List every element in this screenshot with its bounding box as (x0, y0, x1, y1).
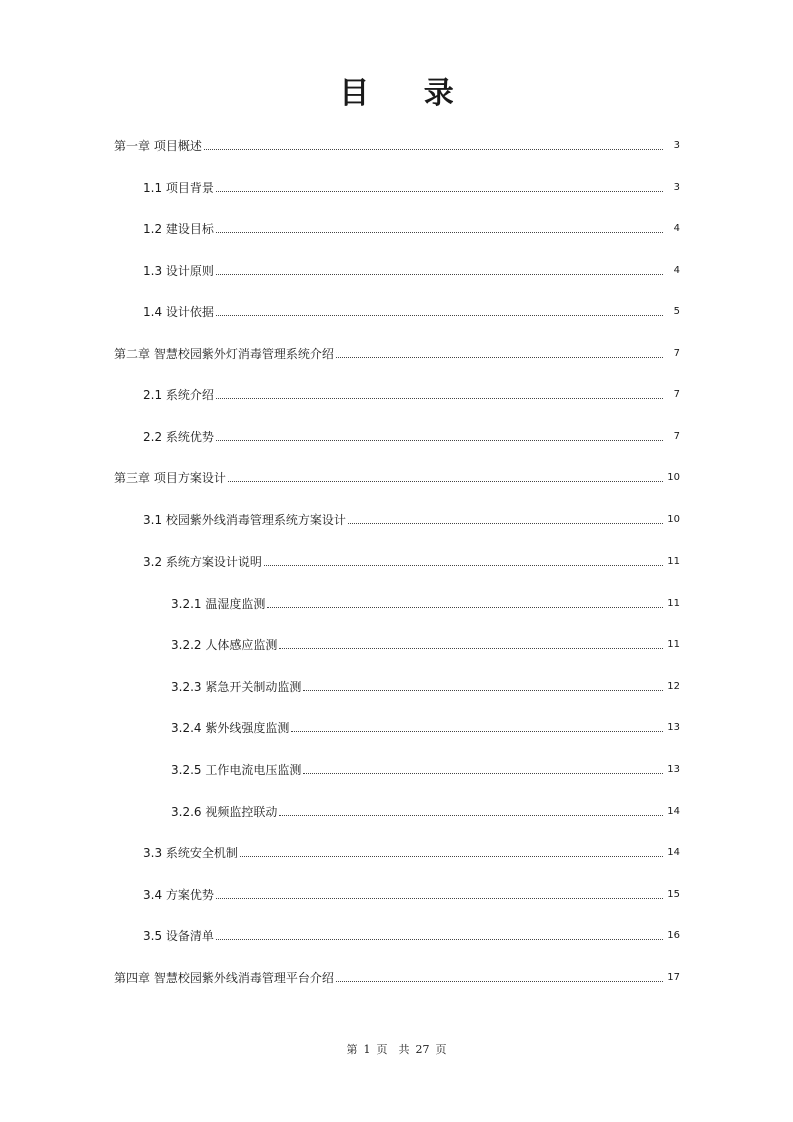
toc-entry-3-4[interactable] (143, 883, 680, 903)
toc-entry-chapter-2[interactable] (114, 342, 680, 362)
toc-entry-3-2-1[interactable] (171, 592, 680, 612)
dot-leader (216, 439, 663, 441)
toc-entry-page: 16 (667, 930, 680, 941)
dot-leader (204, 148, 663, 150)
toc-entry-label: 2.1 系统介绍 (143, 388, 214, 402)
dot-leader (303, 772, 663, 774)
toc-entry-chapter-4[interactable] (114, 966, 680, 986)
toc-entry-page: 14 (667, 806, 680, 817)
toc-entry-2-2[interactable] (143, 425, 680, 445)
dot-leader (279, 647, 663, 649)
dot-leader (216, 897, 663, 899)
toc-entry-page: 3 (673, 182, 680, 193)
toc-entry-chapter-1[interactable] (114, 134, 680, 154)
toc-entry-page: 10 (667, 472, 680, 483)
dot-leader (216, 190, 663, 192)
dot-leader (216, 273, 663, 275)
toc-entry-page: 7 (673, 389, 680, 400)
toc-entry-label: 第三章 项目方案设计 (114, 471, 226, 485)
toc-entry-label: 1.1 项目背景 (143, 181, 214, 195)
toc-entry-page: 7 (673, 348, 680, 359)
toc-entry-label: 3.2.2 人体感应监测 (171, 638, 278, 652)
dot-leader (291, 730, 663, 732)
toc-entry-3-2-6[interactable] (171, 800, 680, 820)
toc-entry-label: 第二章 智慧校园紫外灯消毒管理系统介绍 (114, 347, 334, 361)
footer-total-pages: 27 (415, 1043, 430, 1056)
dot-leader (216, 231, 663, 233)
dot-leader (267, 606, 663, 608)
toc-entry-page: 13 (667, 722, 680, 733)
toc-entry-1-2[interactable] (143, 217, 680, 237)
dot-leader (303, 689, 663, 691)
toc-entry-2-1[interactable] (143, 383, 680, 403)
toc-entry-label: 3.2.3 紧急开关制动监测 (171, 680, 302, 694)
toc-entry-label: 3.2.5 工作电流电压监测 (171, 763, 302, 777)
toc-entry-3-2-2[interactable] (171, 633, 680, 653)
toc-entry-page: 5 (673, 306, 680, 317)
toc-entry-label: 1.4 设计依据 (143, 305, 214, 319)
toc-entry-3-3[interactable] (143, 841, 680, 861)
toc-entry-3-2-4[interactable] (171, 716, 680, 736)
dot-leader (228, 480, 663, 482)
toc-entry-page: 12 (667, 681, 680, 692)
toc-entry-3-2-5[interactable] (171, 758, 680, 778)
toc-entry-page: 11 (667, 639, 680, 650)
toc-entry-page: 4 (673, 223, 680, 234)
dot-leader (336, 356, 663, 358)
dot-leader (240, 855, 663, 857)
toc-entry-page: 4 (673, 265, 680, 276)
toc-entry-3-5[interactable] (143, 924, 680, 944)
toc-entry-page: 11 (667, 598, 680, 609)
footer-current-page: 1 (363, 1043, 371, 1056)
page-footer (0, 1041, 793, 1057)
toc-entry-label: 1.2 建设目标 (143, 222, 214, 236)
toc-entry-page: 14 (667, 847, 680, 858)
toc-entry-label: 3.2.6 视频监控联动 (171, 805, 278, 819)
dot-leader (264, 564, 663, 566)
dot-leader (216, 314, 663, 316)
toc-entry-1-3[interactable] (143, 259, 680, 279)
toc-entry-3-2-3[interactable] (171, 675, 680, 695)
toc-entry-page: 13 (667, 764, 680, 775)
toc-entry-page: 3 (673, 140, 680, 151)
toc-entry-1-4[interactable] (143, 300, 680, 320)
toc-entry-1-1[interactable] (143, 176, 680, 196)
dot-leader (216, 938, 663, 940)
toc-entry-label: 第一章 项目概述 (114, 139, 202, 153)
toc-entry-3-2[interactable] (143, 550, 680, 570)
toc-entry-label: 第四章 智慧校园紫外线消毒管理平台介绍 (114, 971, 334, 985)
dot-leader (348, 522, 663, 524)
toc-entry-label: 3.2.4 紫外线强度监测 (171, 721, 290, 735)
toc-entry-label: 3.1 校园紫外线消毒管理系统方案设计 (143, 513, 346, 527)
toc-entry-label: 3.3 系统安全机制 (143, 846, 238, 860)
page-title: 目 录 (339, 76, 476, 111)
toc-entry-label: 3.5 设备清单 (143, 929, 214, 943)
toc-entry-page: 17 (667, 972, 680, 983)
footer-suffix: 页 (435, 1043, 447, 1056)
toc-entry-label: 1.3 设计原则 (143, 264, 214, 278)
toc-entry-3-1[interactable] (143, 508, 680, 528)
toc-entry-label: 3.2.1 温湿度监测 (171, 597, 266, 611)
toc-entry-label: 3.4 方案优势 (143, 888, 214, 902)
dot-leader (279, 814, 663, 816)
dot-leader (336, 980, 663, 982)
toc-entry-page: 15 (667, 889, 680, 900)
dot-leader (216, 397, 663, 399)
toc-entry-page: 7 (673, 431, 680, 442)
footer-middle: 页 共 (376, 1043, 410, 1056)
toc-entry-label: 3.2 系统方案设计说明 (143, 555, 262, 569)
toc-entry-label: 2.2 系统优势 (143, 430, 214, 444)
toc-entry-page: 11 (667, 556, 680, 567)
toc-entry-page: 10 (667, 514, 680, 525)
toc-entry-chapter-3[interactable] (114, 466, 680, 486)
footer-prefix: 第 (346, 1043, 358, 1056)
